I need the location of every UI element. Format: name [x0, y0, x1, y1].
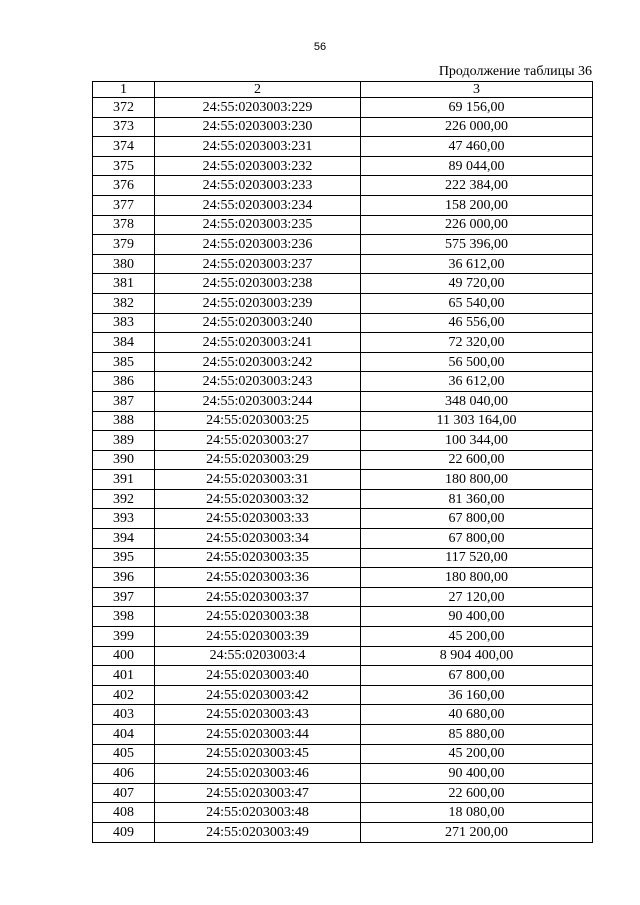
cadastral-value-table — [92, 81, 593, 843]
value-cell: 65 540,00 — [361, 293, 593, 313]
cadastral-number-cell: 24:55:0203003:240 — [155, 313, 361, 333]
table-row — [93, 587, 593, 607]
table-body — [93, 82, 593, 843]
value-cell: 56 500,00 — [361, 352, 593, 372]
table-row — [93, 548, 593, 568]
row-number-cell: 397 — [93, 587, 155, 607]
row-number-cell: 406 — [93, 764, 155, 784]
cadastral-number-cell: 24:55:0203003:40 — [155, 666, 361, 686]
table-row — [93, 627, 593, 647]
cadastral-number-cell: 24:55:0203003:38 — [155, 607, 361, 627]
row-number-cell: 396 — [93, 568, 155, 588]
value-cell: 36 612,00 — [361, 254, 593, 274]
value-cell: 22 600,00 — [361, 783, 593, 803]
table-row — [93, 411, 593, 431]
table-row — [93, 509, 593, 529]
row-number-cell: 408 — [93, 803, 155, 823]
row-number-cell: 400 — [93, 646, 155, 666]
table-row — [93, 607, 593, 627]
value-cell: 180 800,00 — [361, 470, 593, 490]
table-row — [93, 274, 593, 294]
row-number-cell: 383 — [93, 313, 155, 333]
cadastral-number-cell: 24:55:0203003:29 — [155, 450, 361, 470]
row-number-cell: 378 — [93, 215, 155, 235]
value-cell: 81 360,00 — [361, 489, 593, 509]
table-continuation-caption: Продолжение таблицы 36 — [438, 64, 592, 79]
row-number-cell: 390 — [93, 450, 155, 470]
page-number: 56 — [313, 41, 327, 53]
table-row — [93, 685, 593, 705]
row-number-cell: 391 — [93, 470, 155, 490]
table-row — [93, 156, 593, 176]
table-row — [93, 646, 593, 666]
value-cell: 22 600,00 — [361, 450, 593, 470]
cadastral-number-cell: 24:55:0203003:37 — [155, 587, 361, 607]
cadastral-number-cell: 24:55:0203003:238 — [155, 274, 361, 294]
cadastral-number-cell: 24:55:0203003:31 — [155, 470, 361, 490]
table-row — [93, 822, 593, 842]
value-cell: 49 720,00 — [361, 274, 593, 294]
cadastral-number-cell: 24:55:0203003:33 — [155, 509, 361, 529]
cadastral-number-cell: 24:55:0203003:35 — [155, 548, 361, 568]
cadastral-number-cell: 24:55:0203003:25 — [155, 411, 361, 431]
row-number-cell: 401 — [93, 666, 155, 686]
row-number-cell: 385 — [93, 352, 155, 372]
row-number-cell: 388 — [93, 411, 155, 431]
row-number-cell: 373 — [93, 117, 155, 137]
table-row — [93, 783, 593, 803]
cadastral-number-cell: 24:55:0203003:236 — [155, 235, 361, 255]
row-number-cell: 377 — [93, 195, 155, 215]
value-cell: 222 384,00 — [361, 176, 593, 196]
row-number-cell: 407 — [93, 783, 155, 803]
cadastral-number-cell: 24:55:0203003:39 — [155, 627, 361, 647]
table-row — [93, 98, 593, 118]
value-cell: 90 400,00 — [361, 764, 593, 784]
cadastral-number-cell: 24:55:0203003:243 — [155, 372, 361, 392]
table-row — [93, 470, 593, 490]
row-number-cell: 403 — [93, 705, 155, 725]
cadastral-number-cell: 24:55:0203003:237 — [155, 254, 361, 274]
cadastral-number-cell: 24:55:0203003:42 — [155, 685, 361, 705]
row-number-cell: 381 — [93, 274, 155, 294]
cadastral-number-cell: 24:55:0203003:233 — [155, 176, 361, 196]
table-row — [93, 568, 593, 588]
value-cell: 85 880,00 — [361, 725, 593, 745]
value-cell: 226 000,00 — [361, 215, 593, 235]
table-row — [93, 529, 593, 549]
row-number-cell: 404 — [93, 725, 155, 745]
header-row — [93, 82, 593, 98]
row-number-cell: 376 — [93, 176, 155, 196]
value-cell: 100 344,00 — [361, 431, 593, 451]
cadastral-number-cell: 24:55:0203003:241 — [155, 333, 361, 353]
table-row — [93, 176, 593, 196]
value-cell: 40 680,00 — [361, 705, 593, 725]
cadastral-number-cell: 24:55:0203003:44 — [155, 725, 361, 745]
table-row — [93, 744, 593, 764]
row-number-cell: 372 — [93, 98, 155, 118]
row-number-cell: 394 — [93, 529, 155, 549]
row-number-cell: 387 — [93, 391, 155, 411]
column-header-2: 2 — [155, 82, 361, 98]
cadastral-number-cell: 24:55:0203003:27 — [155, 431, 361, 451]
cadastral-number-cell: 24:55:0203003:4 — [155, 646, 361, 666]
table-row — [93, 372, 593, 392]
value-cell: 45 200,00 — [361, 627, 593, 647]
row-number-cell: 392 — [93, 489, 155, 509]
cadastral-number-cell: 24:55:0203003:234 — [155, 195, 361, 215]
cadastral-number-cell: 24:55:0203003:239 — [155, 293, 361, 313]
row-number-cell: 379 — [93, 235, 155, 255]
value-cell: 67 800,00 — [361, 509, 593, 529]
value-cell: 69 156,00 — [361, 98, 593, 118]
table-row — [93, 391, 593, 411]
value-cell: 158 200,00 — [361, 195, 593, 215]
cadastral-number-cell: 24:55:0203003:36 — [155, 568, 361, 588]
row-number-cell: 375 — [93, 156, 155, 176]
table-row — [93, 333, 593, 353]
row-number-cell: 395 — [93, 548, 155, 568]
value-cell: 226 000,00 — [361, 117, 593, 137]
value-cell: 47 460,00 — [361, 137, 593, 157]
row-number-cell: 380 — [93, 254, 155, 274]
value-cell: 36 160,00 — [361, 685, 593, 705]
value-cell: 18 080,00 — [361, 803, 593, 823]
column-header-1: 1 — [93, 82, 155, 98]
value-cell: 271 200,00 — [361, 822, 593, 842]
table-row — [93, 431, 593, 451]
value-cell: 67 800,00 — [361, 529, 593, 549]
table-row — [93, 293, 593, 313]
table-row — [93, 235, 593, 255]
row-number-cell: 405 — [93, 744, 155, 764]
value-cell: 117 520,00 — [361, 548, 593, 568]
table-row — [93, 489, 593, 509]
cadastral-number-cell: 24:55:0203003:43 — [155, 705, 361, 725]
value-cell: 46 556,00 — [361, 313, 593, 333]
row-number-cell: 384 — [93, 333, 155, 353]
table-row — [93, 117, 593, 137]
table-row — [93, 254, 593, 274]
cadastral-number-cell: 24:55:0203003:230 — [155, 117, 361, 137]
row-number-cell: 393 — [93, 509, 155, 529]
table-row — [93, 352, 593, 372]
cadastral-number-cell: 24:55:0203003:32 — [155, 489, 361, 509]
cadastral-number-cell: 24:55:0203003:34 — [155, 529, 361, 549]
value-cell: 575 396,00 — [361, 235, 593, 255]
cadastral-number-cell: 24:55:0203003:229 — [155, 98, 361, 118]
cadastral-number-cell: 24:55:0203003:47 — [155, 783, 361, 803]
table-row — [93, 137, 593, 157]
table-row — [93, 195, 593, 215]
value-cell: 348 040,00 — [361, 391, 593, 411]
table-row — [93, 313, 593, 333]
row-number-cell: 399 — [93, 627, 155, 647]
value-cell: 8 904 400,00 — [361, 646, 593, 666]
row-number-cell: 402 — [93, 685, 155, 705]
table-row — [93, 764, 593, 784]
table-row — [93, 803, 593, 823]
column-header-3: 3 — [361, 82, 593, 98]
table-row — [93, 705, 593, 725]
cadastral-number-cell: 24:55:0203003:242 — [155, 352, 361, 372]
value-cell: 11 303 164,00 — [361, 411, 593, 431]
cadastral-number-cell: 24:55:0203003:48 — [155, 803, 361, 823]
cadastral-number-cell: 24:55:0203003:46 — [155, 764, 361, 784]
cadastral-number-cell: 24:55:0203003:235 — [155, 215, 361, 235]
cadastral-number-cell: 24:55:0203003:231 — [155, 137, 361, 157]
value-cell: 72 320,00 — [361, 333, 593, 353]
row-number-cell: 409 — [93, 822, 155, 842]
cadastral-number-cell: 24:55:0203003:49 — [155, 822, 361, 842]
table-row — [93, 215, 593, 235]
table-row — [93, 450, 593, 470]
table-row — [93, 666, 593, 686]
table-row — [93, 725, 593, 745]
value-cell: 27 120,00 — [361, 587, 593, 607]
value-cell: 180 800,00 — [361, 568, 593, 588]
row-number-cell: 386 — [93, 372, 155, 392]
value-cell: 90 400,00 — [361, 607, 593, 627]
value-cell: 67 800,00 — [361, 666, 593, 686]
row-number-cell: 389 — [93, 431, 155, 451]
row-number-cell: 374 — [93, 137, 155, 157]
value-cell: 89 044,00 — [361, 156, 593, 176]
cadastral-number-cell: 24:55:0203003:244 — [155, 391, 361, 411]
value-cell: 36 612,00 — [361, 372, 593, 392]
row-number-cell: 382 — [93, 293, 155, 313]
row-number-cell: 398 — [93, 607, 155, 627]
cadastral-number-cell: 24:55:0203003:45 — [155, 744, 361, 764]
cadastral-number-cell: 24:55:0203003:232 — [155, 156, 361, 176]
value-cell: 45 200,00 — [361, 744, 593, 764]
